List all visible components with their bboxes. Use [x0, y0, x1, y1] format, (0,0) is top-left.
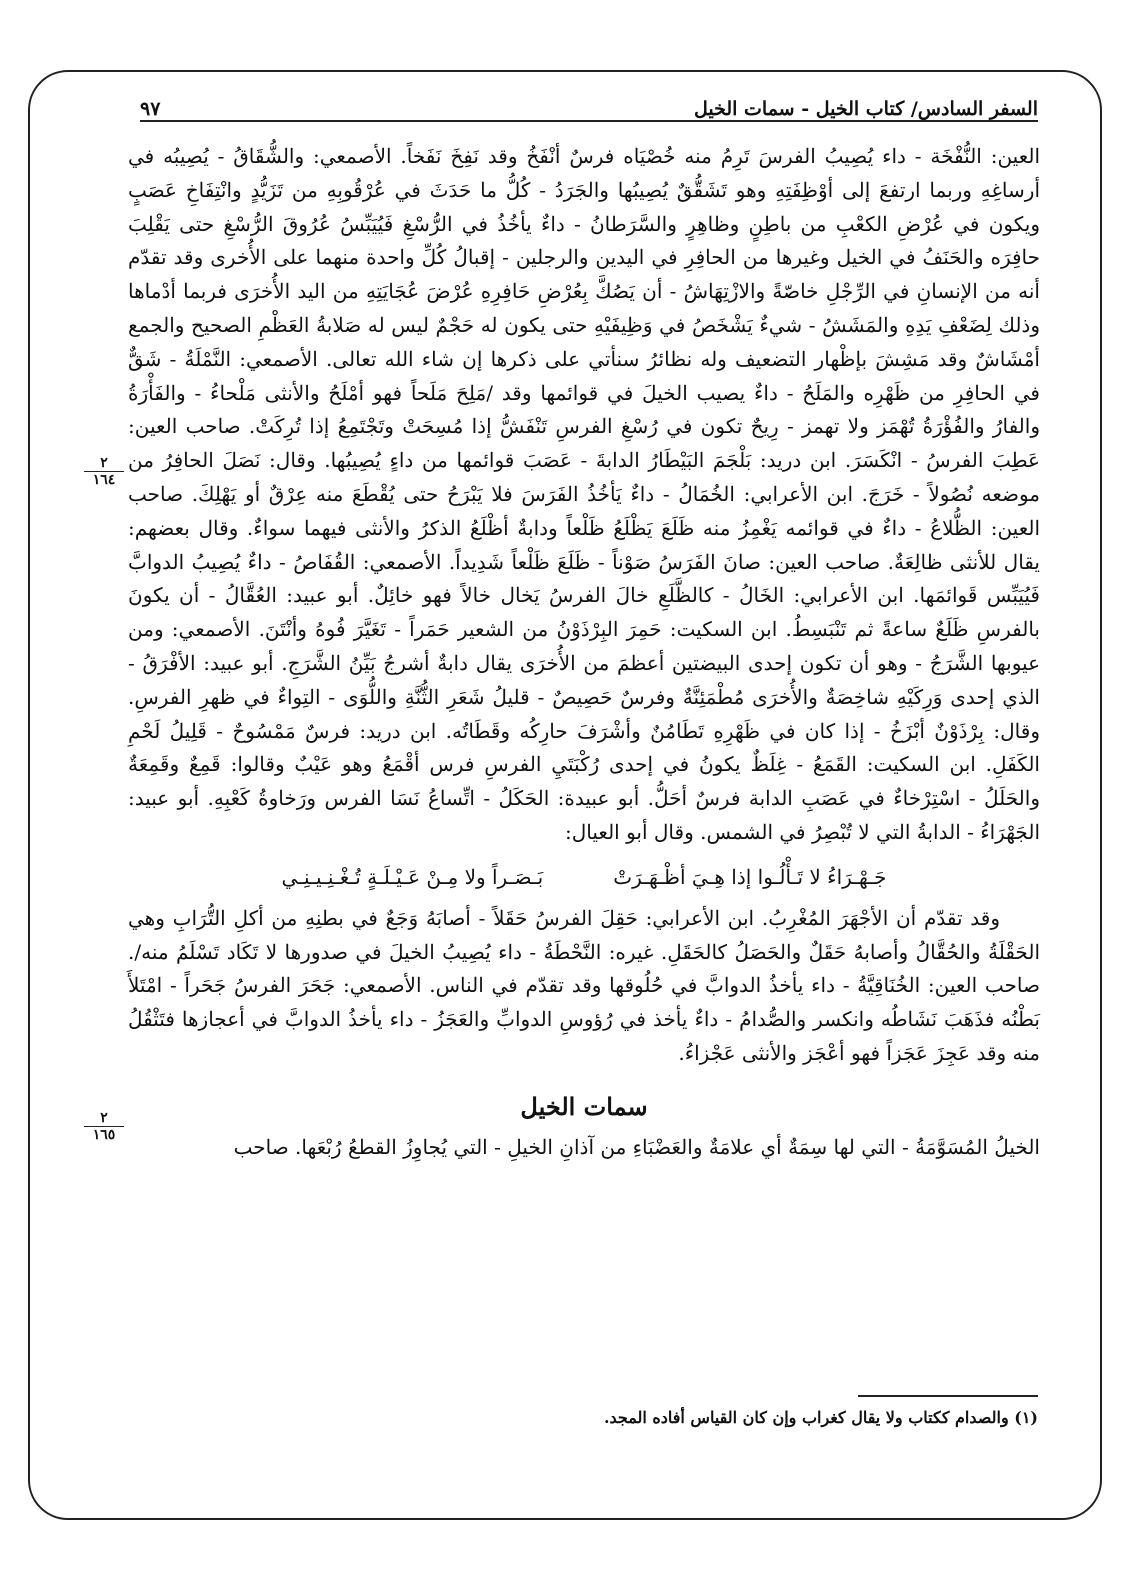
margin-ref-bottom: ١٦٤: [92, 472, 116, 488]
running-title: السفر السادس/ كتاب الخيل - سمات الخيل: [693, 98, 1038, 120]
poetry-verse: [128, 860, 1040, 894]
footnote: (١) والصدام ككتاب ولا يقال كغراب وإن كان القياس أفاده المجد.: [603, 1408, 1038, 1427]
verse-first-hemistich: جَـهْـرَاءُ لا تَـأْلُـوا إذا هِـيَ أظْـهَـرَتْ: [613, 864, 887, 889]
paragraph-1: العين: النُّفْخَة - داء يُصِيبُ الفرسَ تَرِمُ منه خُصْيَاه فرسٌ أنْفَخُ وقد نَفِخَ نَفَخاً. الأصمعي: والشُّقَاقُ - يُصِيبُه في أرساغِهِ وربما ارتفعَ إلى أوْظِفَتِهِ وهو تَشَقُّقٌ يُصِيبُها والجَرَدُ - كُلُّ ما حَدَثَ في عُرْقُوبِهِ من تَزَيُّدٍ وانْتِفَاخِ عَصَبٍ ويكون في عُرْضِ الكعْبِ من باطِنٍ وظاهِرٍ والسَّرَطانُ - داءٌ يأخُذُ في الرُّسْغِ فَيُيَبِّسُ عُرُوقَ الرُّسْغِ حتى يَقْلِبَ حافِرَه والحَنَفُ في الخيل وغيرها من الحافِرِ في اليدين والرجلين - إقبالُ كُلِّ واحدة منهما على الأُخرى وقد تقدّم أنه من الإنسانِ في الرِّجْلِ خاصّةً والازْتِهَاشُ - أن يَصُكَّ بِعُرْضِ حَافِرِهِ عُرْضَ عُجَايَتِهِ من اليد الأُخرَى فربما أدْماها وذلك لِضَعْفِ يَدِهِ والمَشَشُ - شيءٌ يَشْخَصُ في وَظِيفَيْهِ حتى يكون له حَجْمٌ ليس له صَلابةُ العَظْمِ الصحيح والجمع أمْشَاشٌ وقد مَشِشَ بإظْهار التضعيف وله نظائرُ سنأتي على ذكرها إن شاء الله تعالى. الأصمعي: النَّمْلَةُ - شَقٌّ في الحافِرِ من ظَهْرِه والمَلَحُ - داءٌ يصيب الخيلَ في قوائمها وقد /مَلِحَ مَلَحاً فهو أمْلَحُ والأنثى مَلْحاءُ - والفَأْرَةُ والفارُ والفُؤْرَةُ تُهْمَز ولا تهمز - رِيحٌ تكون في رُسْغِ الفرسِ تَنْفَشُّ إذا مُسِحَتْ وتَجْتَمِعُ إذا تُرِكَتْ. صاحب العين: عَطِبَ الفرسُ - انْكَسَرَ. ابن دريد: بَلْجَمَ البَيْطَارُ الدابةَ - عَصَبَ قوائمها من داءٍ يُصِيبُها. وقال: نَصَلَ الحافِرُ من موضعه نُصُولاً - خَرَجَ. ابن الأعرابي: الخُمَالُ - داءٌ يَأخُذُ الفَرَسَ فلا يَبْرَحُ حتى يُقْطَعَ منه عِرْقٌ أو يَهْلِكَ. صاحب العين: الظُّلاعُ - داءٌ في قوائمه يَغْمِزُ منه ظَلَعَ يَظْلَعُ ظَلْعاً ودابةٌ أظْلَعُ الذكرُ والأنثى فيهما سواءٌ. وقال بعضهم: يقال للأنثى ظالِعَةٌ. صاحب العين: صانَ الفَرَسُ صَوْناً - ظَلَعَ ظَلْعاً شَدِيداً. الأصمعي: القُفَاصُ - داءٌ يُصِيبُ الدوابَّ فَيُيَبِّس قَوائمَها. ابن الأعرابي: الخَالُ - كالظَّلَعِ خالَ الفرسُ يَخال خالاً فهو خائِلٌ. أبو عبيد: العُقَّالُ - أن يكونَ بالفرسِ ظَلَعٌ ساعةً ثم تَنْبَسِطُ. ابن السكيت: حَمِرَ البِرْذَوْنُ من الشعير حَمَراً - تَغَيَّرَ فُوهُ وأنْتَنَ. الأصمعي: ومن عيوبها الشَّرَجُ - وهو أن تكون إحدى البيضتين أعظمَ من الأُخرَى يقال دابةٌ أشرجُ بَيِّنُ الشَّرَجِ. أبو عبيد: الأفْرَقُ - الذي إحدى وَرِكَيْهِ شاخِصَةٌ والأُخرَى مُطْمَئِنَّةٌ وفرسٌ حَصِيصٌ - قليلُ شَعَرِ الثُّنَّةِ واللُّوَى - التِواءٌ في ظهرِ الفرسِ. وقال: بِرْذَوْنٌ أبْزَخُ - إذا كان في ظَهْرِهِ تَطَامُنٌ وأشْرَفَ حارِكُه وقَطَاتُه. ابن دريد: فرسٌ مَمْسُوحٌ - قَلِيلُ لَحْمِ الكَفَلِ. ابن السكيت: القَمَعُ - غِلَظٌ يكونُ في إحدى رُكْبَتَيِ الفرسِ فرس أقْمَعُ وهو عَيْبٌ وقالوا: قَمِعٌ وقَمِعَةٌ والحَلَلُ - اسْتِرْخاءٌ في عَصَبِ الدابة فرسٌ أحَلُّ. أبو عبيدة: الحَكَلُ - اتِّساعُ نَسَا الفرس ورَخاوةُ كَعْبِهِ. أبو عبيد: الجَهْرَاءُ - الدابةُ التي لا تُبْصِرُ في الشمس. وقال أبو العيال:: [128, 144, 1041, 844]
paragraph-2: وقد تقدّم أن الأجْهَرَ المُغْرِبُ. ابن الأعرابي: حَقِلَ الفرسُ حَقَلاً - أصابَهُ وَجَعٌ في بطنِهِ من أكلِ التُّرَابِ وهي الحَقْلَةُ والحُقَّالُ وأصابهُ حَقَلٌ والحَصَلُ كالحَقَلِ. غيره: النَّحْطَةُ - داء يُصِيبُ الخيلَ في صدورها لا تَكَاد تَسْلَمُ منه/. صاحب العين: الخُنَاقِيَّةُ - داء يأخذُ الدوابَّ في حُلُوقها وقد تقدّم في الناس. الأصمعي: جَحَرَ الفرسُ جَحَراً - امْتَلأَ بَطْنُه فذَهَبَ نَشَاطُه وانكسر والصُّدامُ - داءٌ يأخذ في رُؤوسِ الدوابِّ والعَجَزُ - داء يأخذُ الدوابَّ في أعجازها فتَثْقُلُ منه وقد عَجِزَ عَجَزاً فهو أعْجَز والأنثى عَجْزاءُ.: [128, 905, 1040, 1065]
main-text: [128, 140, 1040, 1165]
section-title: سمات الخيل: [520, 1091, 648, 1121]
margin-ref-top: ٢: [84, 455, 124, 472]
margin-reference-1: [84, 455, 124, 488]
footnote-rule: [858, 1395, 1038, 1397]
paragraph-3: الخيلُ المُسَوَّمَةُ - التي لها سِمَةٌ أي علامَةٌ والعَضْبَاءِ من آذانِ الخيلِ - التي يُجاوِزُ القطعُ رُبْعَها. صاحب: [233, 1134, 1040, 1159]
margin-ref-bottom: ١٦٥: [92, 1127, 116, 1143]
verse-second-hemistich: بَـصَـراً ولا مِـنْ عَـيْـلَـةٍ تُـغْـنِـيـنِـي: [281, 864, 544, 889]
margin-reference-2: [84, 1110, 124, 1143]
page-number: ٩٧: [140, 98, 161, 120]
margin-ref-top: ٢: [84, 1110, 124, 1127]
running-header: [140, 84, 1038, 122]
